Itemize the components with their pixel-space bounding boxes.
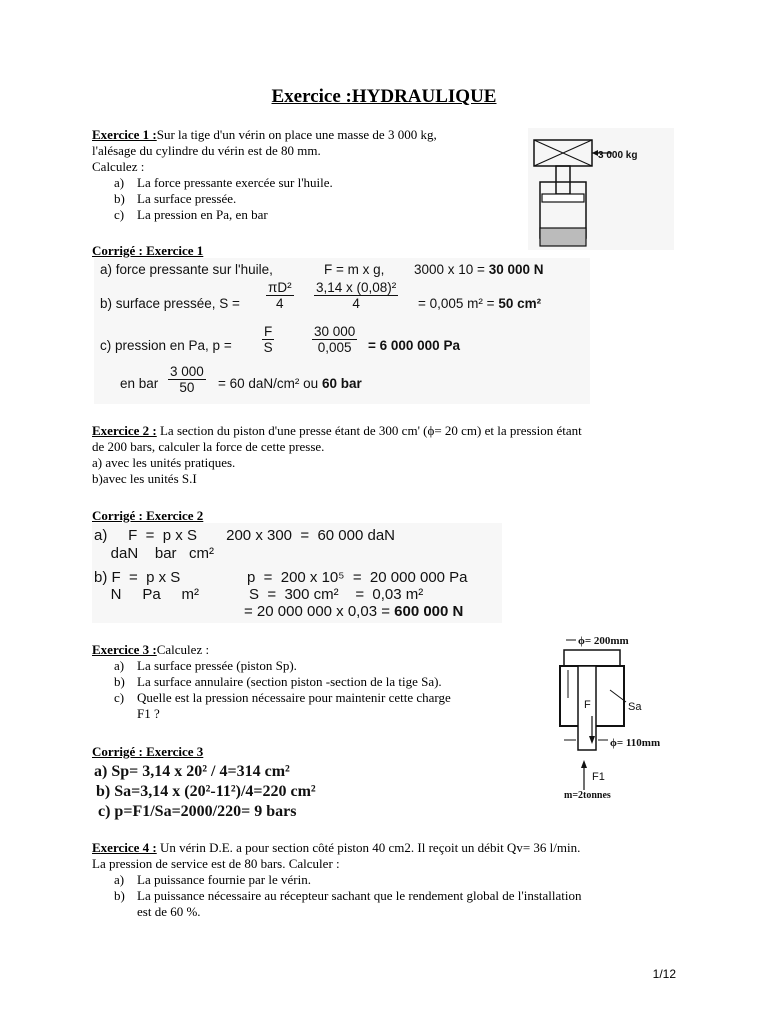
page-number: 1/12 (652, 967, 676, 981)
cor1-b-num: πD² (268, 280, 292, 295)
cor2-a1: a) F = p x S 200 x 300 = 60 000 daN (94, 527, 396, 544)
diameter-200-label: ϕ= 200mm (578, 635, 629, 647)
exercise-3 (92, 642, 522, 722)
cor1-c-den: S (263, 340, 273, 355)
force-f-label: F (584, 699, 591, 711)
exercise-4-line2: La pression de service est de 80 bars. Calculer : (92, 856, 340, 871)
cor1-b-den2: 4 (352, 296, 360, 311)
cor1-a-result: 30 000 N (488, 262, 544, 277)
cor1-b-result: 50 cm² (498, 296, 542, 311)
correction-1-label: Corrigé : Exercice 1 (92, 243, 204, 258)
exercise-4-questions (92, 872, 692, 920)
cor1-a-label: a) force pressante sur l'huile, (100, 262, 273, 277)
cor1-bar-den: 50 (179, 380, 195, 395)
list-item: a) La puissance fournie par le vérin. (114, 872, 311, 887)
cor1-c-num2: 30 000 (314, 324, 356, 339)
correction-1-box (94, 258, 590, 404)
exercise-1-label: Exercice 1 : (92, 127, 157, 142)
exercise-3-questions (92, 658, 522, 722)
cor1-bar-label: en bar (120, 376, 159, 391)
page-title: Exercice :HYDRAULIQUE (271, 86, 497, 107)
exercise-1 (92, 127, 512, 223)
cor1-a-formula: F = m x g, (324, 262, 385, 277)
list-item: b) La surface annulaire (section piston -section de la tige Sa). (114, 674, 442, 689)
cor1-b-num2: 3,14 x (0,08)² (316, 280, 397, 295)
list-item: c) La pression en Pa, en bar (114, 207, 268, 222)
exercise-1-line3: Calculez : (92, 159, 145, 174)
list-item: a) La force pressante exercée sur l'huile. (114, 175, 333, 190)
cylinder-rod-figure (540, 628, 680, 800)
mass-2t-label: m=2tonnes (564, 790, 611, 800)
exercise-2-line1: La section du piston d'une presse étant de 300 cm' (ϕ= 20 cm) et la pression étant (159, 423, 582, 438)
cor1-bar-eq: = 60 daN/cm² ou (218, 376, 319, 391)
exercise-3-label: Exercice 3 : (92, 642, 157, 657)
cor2-b2: N Pa m² S = 300 cm² = 0,03 m² (94, 586, 424, 603)
diameter-110-label: ϕ= 110mm (610, 737, 661, 749)
cor1-b-eq: = 0,005 m² = (418, 296, 495, 311)
exercise-3-line1: Calculez : (156, 642, 210, 657)
exercise-2 (92, 423, 692, 487)
list-item: est de 60 %. (137, 904, 201, 919)
exercise-4-label: Exercice 4 : (92, 840, 157, 855)
exercise-2-line3: a) avec les unités pratiques. (92, 455, 236, 470)
correction-3-label: Corrigé : Exercice 3 (92, 744, 204, 759)
cor2-b3-result: 600 000 N (394, 603, 464, 620)
cylinder-mass-figure (528, 128, 674, 250)
list-item: c) Quelle est la pression nécessaire pour maintenir cette charge (114, 690, 451, 705)
cor2-a2: daN bar cm² (94, 545, 215, 562)
cor1-bar-num: 3 000 (170, 364, 204, 379)
exercise-4 (92, 840, 692, 920)
list-item: F1 ? (137, 706, 160, 721)
cor2-b3: = 20 000 000 x 0,03 = (244, 603, 390, 620)
mass-label: 3 000 kg (598, 150, 638, 161)
exercise-1-line1: Sur la tige d'un vérin on place une masse de 3 000 kg, (156, 127, 437, 142)
cor1-b-label: b) surface pressée, S = (100, 296, 240, 311)
exercise-1-questions (92, 175, 512, 223)
correction-3-box (92, 761, 392, 827)
cor1-c-den2: 0,005 (317, 340, 352, 355)
exercise-1-line2: l'alésage du cylindre du vérin est de 80 mm. (92, 143, 321, 158)
list-item: b) La puissance nécessaire au récepteur sachant que le rendement global de l'installation (114, 888, 582, 903)
cor1-bar-result: 60 bar (321, 376, 362, 391)
cor3-a: a) Sp= 3,14 x 20² / 4=314 cm² (94, 763, 290, 780)
list-item: a) La surface pressée (piston Sp). (114, 658, 297, 673)
cor3-c: c) p=F1/Sa=2000/220= 9 bars (98, 803, 297, 820)
correction-2-label: Corrigé : Exercice 2 (92, 508, 204, 523)
cor1-a-calc: 3000 x 10 = (414, 262, 485, 277)
cor1-b-den: 4 (276, 296, 284, 311)
cor2-b1: b) F = p x S p = 200 x 10⁵ = 20 000 000 Pa (94, 569, 468, 586)
exercise-2-line2: de 200 bars, calculer la force de cette presse. (92, 439, 325, 454)
exercise-2-label: Exercice 2 : (92, 423, 157, 438)
exercise-4-line1: Un vérin D.E. a pour section côté piston 40 cm2. Il reçoit un débit Qv= 36 l/min. (159, 840, 581, 855)
list-item: b) La surface pressée. (114, 191, 237, 206)
exercise-2-line4: b)avec les unités S.I (92, 471, 197, 486)
force-f1-label: F1 (592, 771, 605, 783)
cor1-c-num: F (264, 324, 273, 339)
correction-2-box (92, 523, 502, 623)
cor1-c-label: c) pression en Pa, p = (100, 338, 232, 353)
cor3-b: b) Sa=3,14 x (20²-11²)/4=220 cm² (96, 783, 316, 800)
sa-label: Sa (628, 701, 642, 713)
cor1-c-result: = 6 000 000 Pa (368, 338, 460, 353)
